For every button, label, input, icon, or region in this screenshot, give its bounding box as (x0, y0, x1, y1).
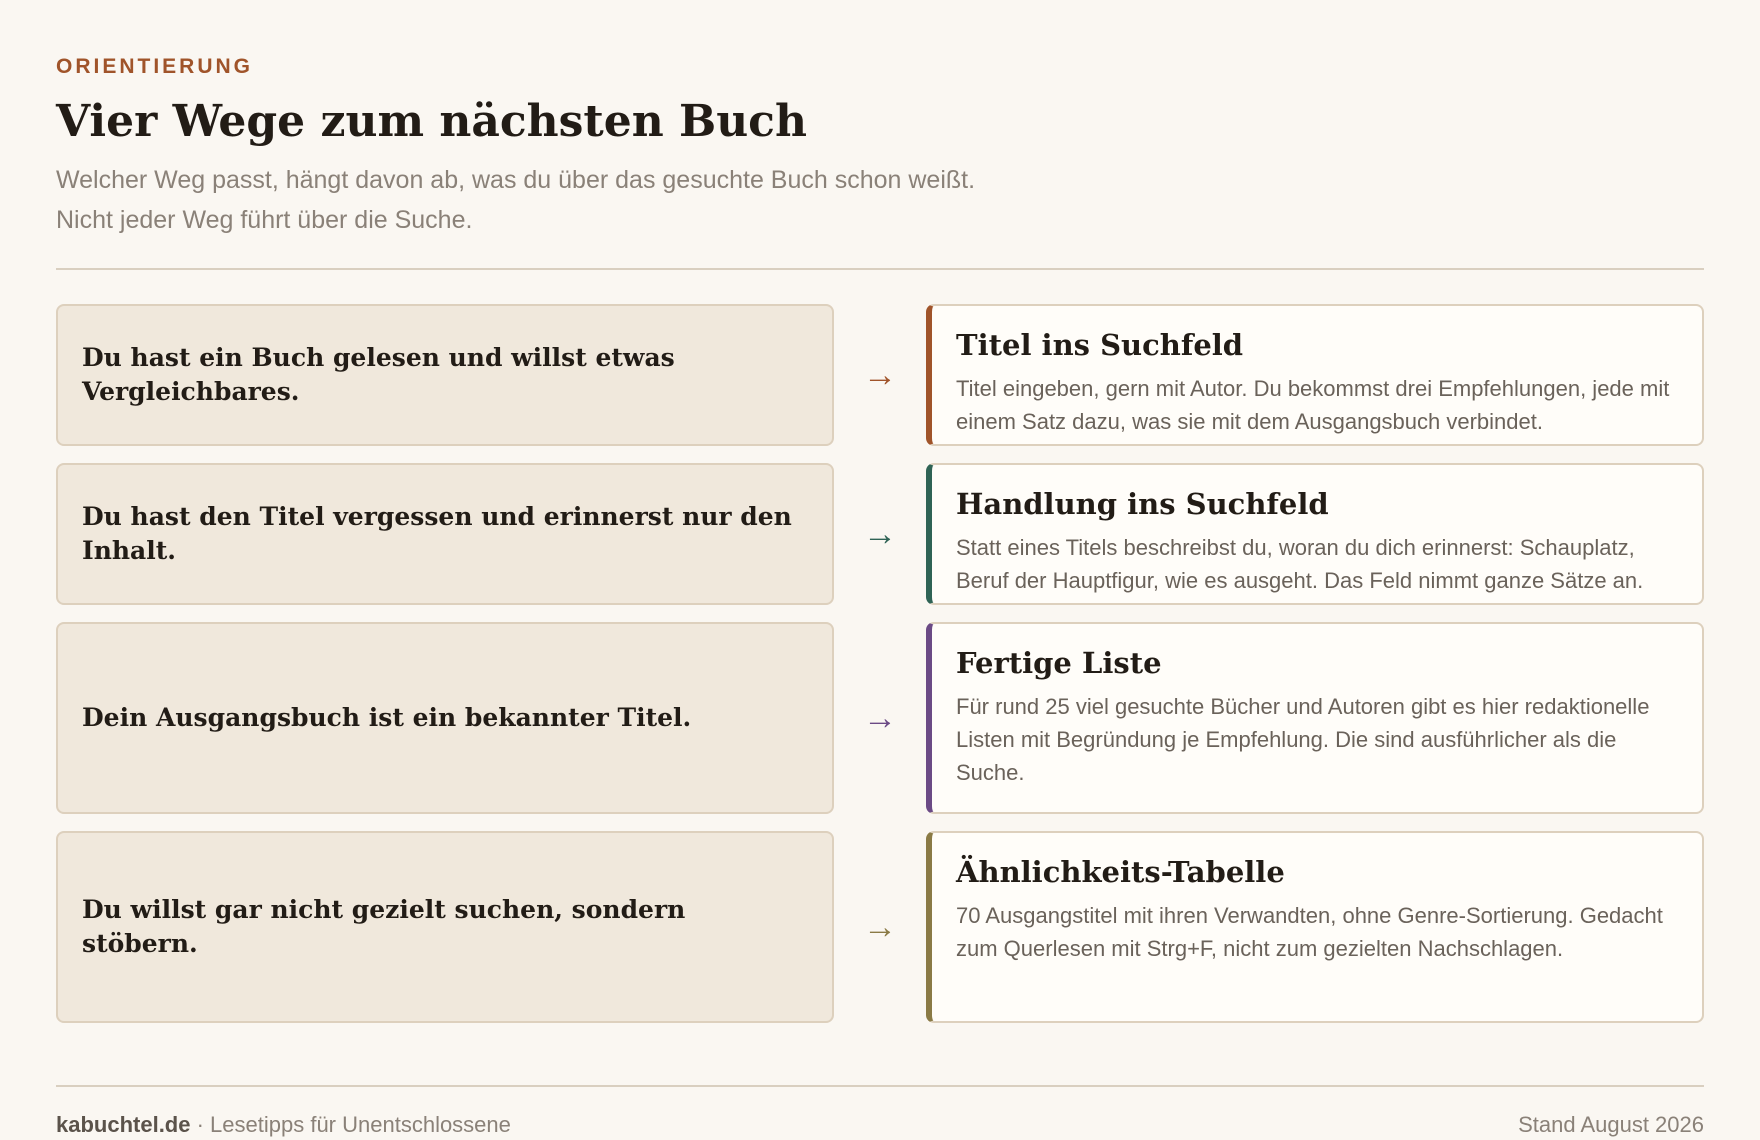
route-card-similarity-table[interactable] (926, 831, 1704, 1023)
arrow-right-icon: → (863, 908, 897, 946)
site-brand-link[interactable]: kabuchtel.de (56, 1112, 191, 1137)
footer-divider (56, 1085, 1704, 1087)
site-tagline: Lesetipps für Unentschlossene (210, 1112, 511, 1137)
route-row (56, 831, 1704, 1023)
route-card-title: Titel ins Suchfeld (956, 328, 1244, 362)
route-card-plot-search[interactable] (926, 463, 1704, 605)
footer (56, 1110, 1704, 1140)
route-card-title: Ähnlichkeits-Tabelle (956, 855, 1285, 889)
route-row (56, 304, 1704, 446)
footer-separator: · (190, 1112, 211, 1137)
situation-text: Dein Ausgangsbuch ist ein bekannter Titel. (82, 703, 692, 732)
footer-left (56, 1110, 511, 1140)
section-kicker: ORIENTIERUNG (56, 55, 254, 78)
situation-box (56, 304, 834, 446)
route-card-ready-list[interactable] (926, 622, 1704, 814)
route-card-description: Titel eingeben, gern mit Autor. Du bekommst drei Empfehlungen, jede mit einem Satz dazu, was sie mit dem Ausgangsbuch verbindet. (956, 376, 1670, 434)
arrow-right-icon: → (863, 356, 897, 394)
header-divider (56, 268, 1704, 270)
arrow-right-icon: → (863, 699, 897, 737)
situation-box (56, 831, 834, 1023)
situation-text: Du hast den Titel vergessen und erinnerst nur den Inhalt. (82, 502, 792, 565)
page-title: Vier Wege zum nächsten Buch (56, 96, 807, 147)
route-card-title-search[interactable] (926, 304, 1704, 446)
page-subtitle: Welcher Weg passt, hängt davon ab, was du über das gesuchte Buch schon weißt. Nicht jeder Weg führt über die Suche. (56, 166, 976, 234)
route-card-title: Handlung ins Suchfeld (956, 487, 1329, 521)
route-card-description: Für rund 25 viel gesuchte Bücher und Autoren gibt es hier redaktionelle Listen mit Begründung je Empfehlung. Die sind ausführlicher als die Suche. (956, 694, 1650, 785)
situation-text: Du hast ein Buch gelesen und willst etwas Vergleichbares. (82, 343, 675, 406)
route-row (56, 622, 1704, 814)
route-card-description: 70 Ausgangstitel mit ihren Verwandten, ohne Genre-Sortierung. Gedacht zum Querlesen mit Strg+F, nicht zum gezielten Nachschlagen. (956, 903, 1663, 961)
route-list (56, 304, 1704, 1023)
situation-text: Du willst gar nicht gezielt suchen, sondern stöbern. (82, 895, 686, 958)
footer-date: Stand August 2026 (1518, 1112, 1704, 1137)
route-card-description: Statt eines Titels beschreibst du, woran du dich erinnerst: Schauplatz, Beruf der Hauptfigur, wie es ausgeht. Das Feld nimmt ganze Sätze an. (956, 535, 1644, 593)
arrow-right-icon: → (863, 515, 897, 553)
route-card-title: Fertige Liste (956, 646, 1162, 680)
route-row (56, 463, 1704, 605)
situation-box (56, 463, 834, 605)
situation-box (56, 622, 834, 814)
